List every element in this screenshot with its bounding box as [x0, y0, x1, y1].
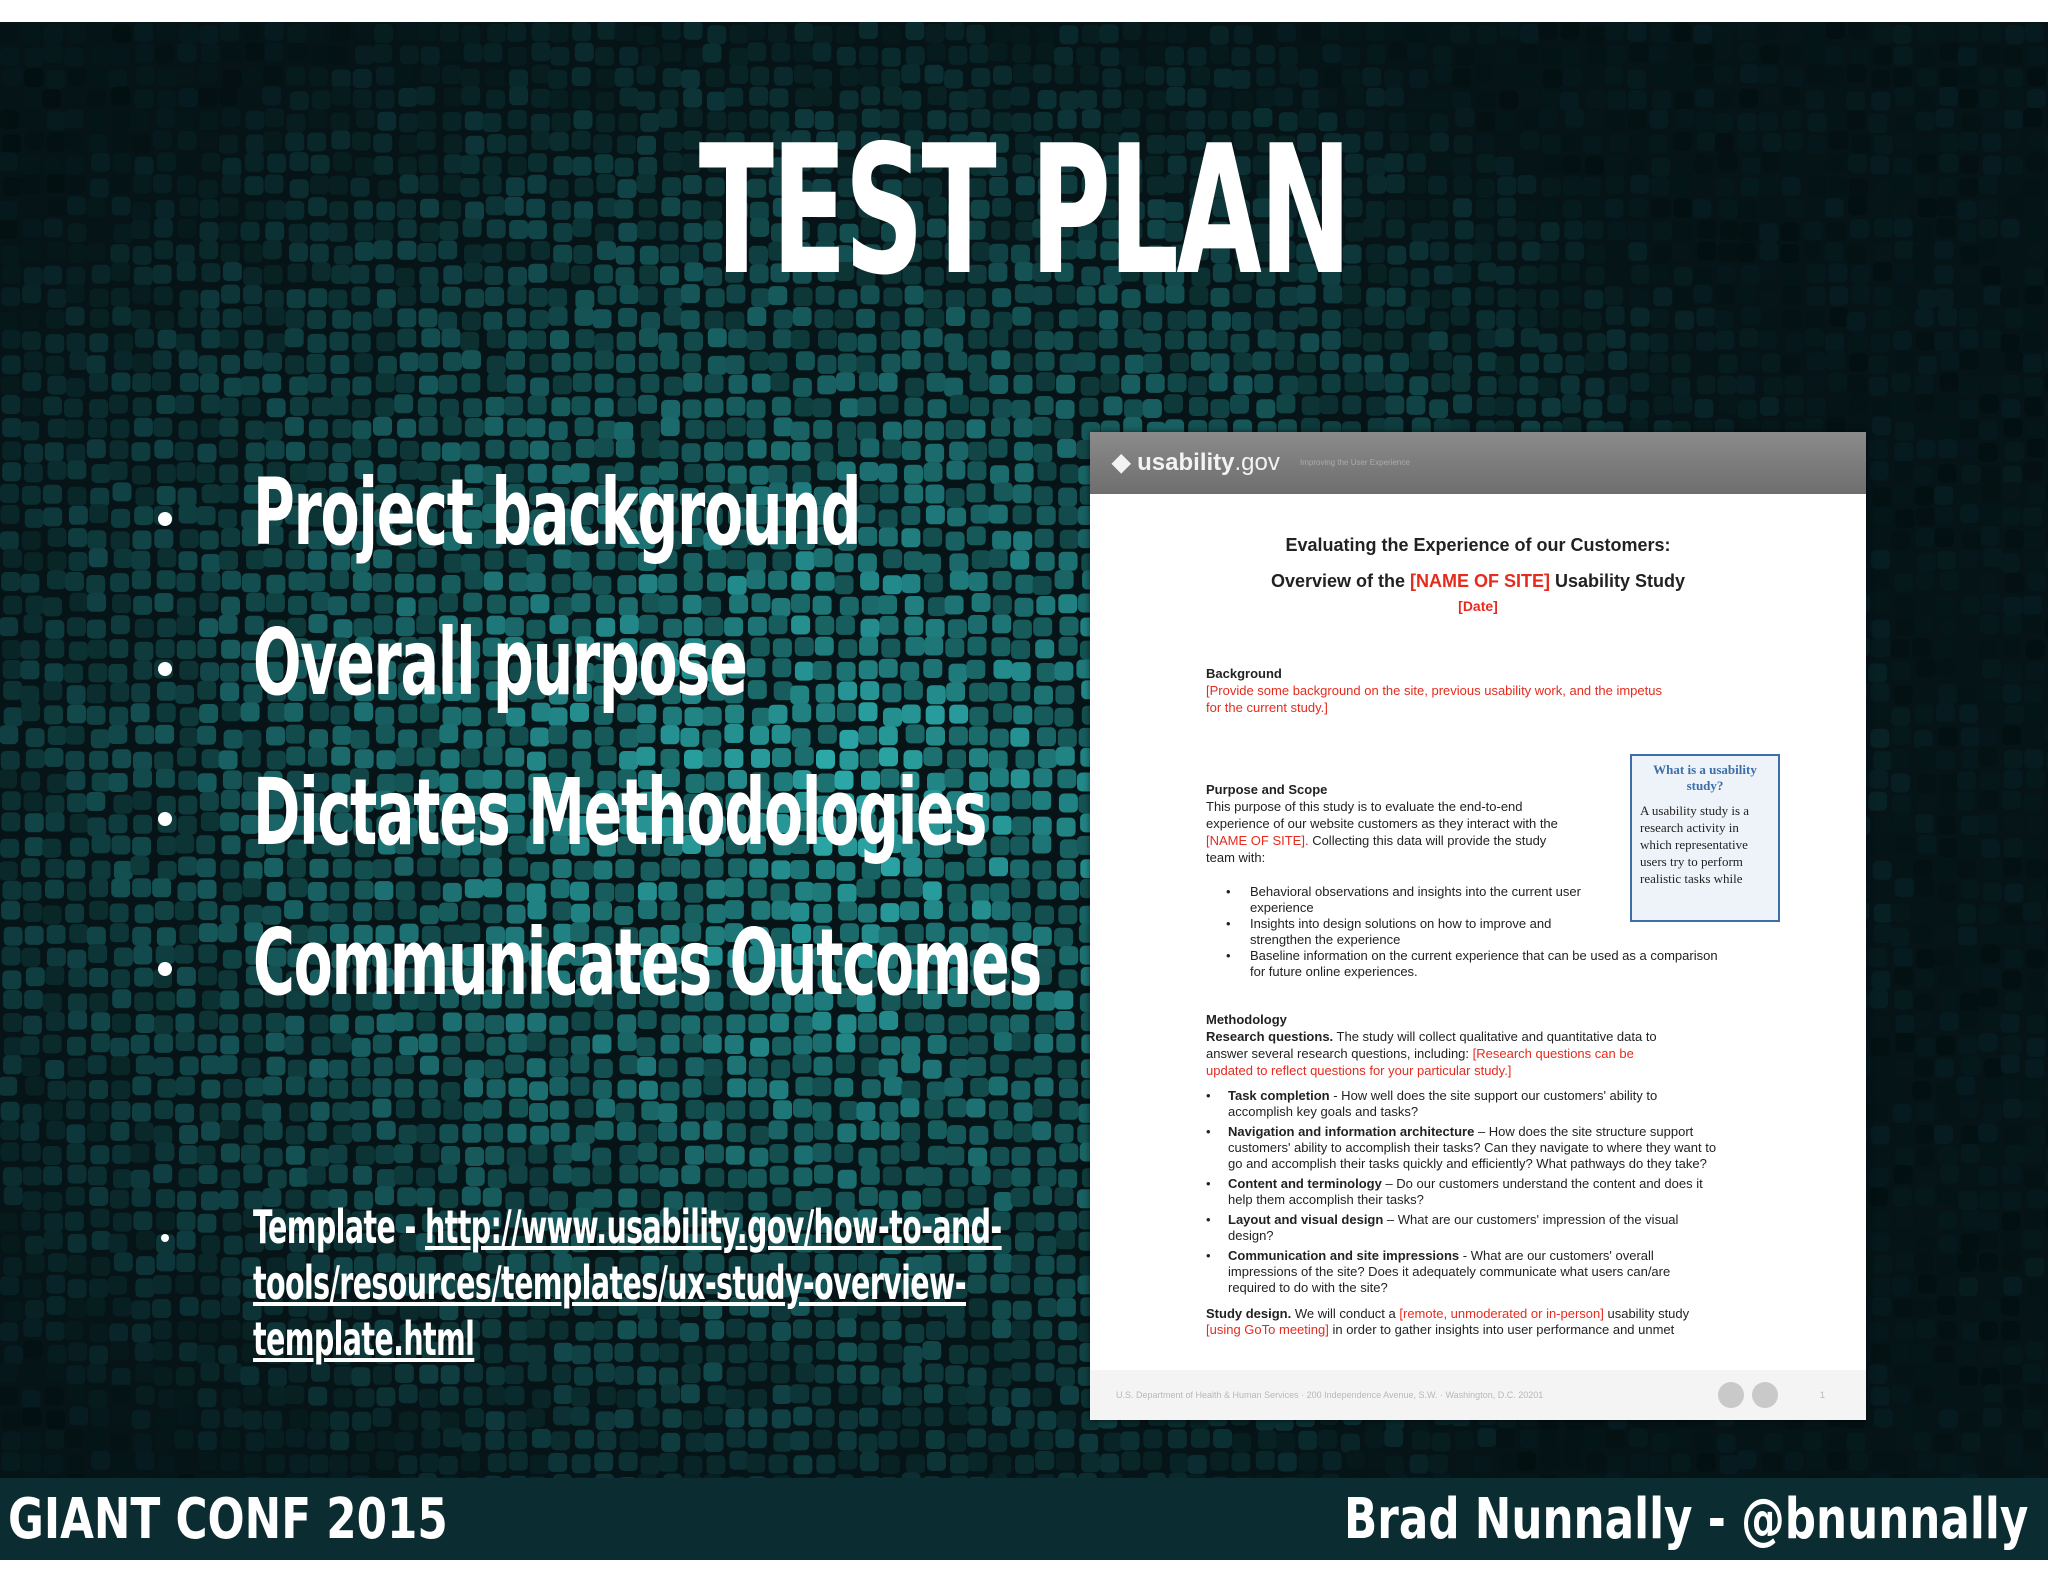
template-link[interactable]: tools/resources/templates/ux-study-overview-	[253, 1256, 966, 1310]
document-title: Evaluating the Experience of our Customers:	[1285, 535, 1671, 555]
question-label: Navigation and information architecture	[1228, 1124, 1475, 1139]
footer-address: U.S. Department of Health & Human Services · 200 Independence Avenue, S.W. · Washington, D.C. 20201	[1116, 1390, 1544, 1400]
question-item	[1228, 1176, 1703, 1192]
question-item	[1228, 1212, 1678, 1228]
subtitle-part: Usability Study	[1550, 571, 1686, 591]
methodology-heading: Methodology	[1206, 1012, 1287, 1027]
slide	[0, 22, 2048, 1560]
list-bullet: •	[1206, 1248, 1211, 1263]
template-line-1	[253, 1200, 1002, 1254]
question-text: help them accomplish their tasks?	[1228, 1192, 1424, 1207]
logo-gov-text: .gov	[1234, 449, 1280, 476]
twitter-icon	[1752, 1382, 1778, 1408]
usability-study-callout	[1630, 754, 1780, 922]
study-design-text	[1206, 1306, 1689, 1322]
list-bullet: •	[1206, 1124, 1211, 1139]
list-bullet: •	[1206, 1176, 1211, 1191]
question-item	[1228, 1088, 1657, 1104]
question-text: - What are our customers' overall	[1459, 1248, 1654, 1263]
question-text: - How well does the site support our customers' ability to	[1329, 1088, 1658, 1103]
subtitle-part: Overview of the	[1270, 571, 1410, 591]
document-thumbnail	[1090, 432, 1866, 1420]
social-icon	[1718, 1382, 1744, 1408]
site-placeholder: [NAME OF SITE].	[1206, 833, 1309, 848]
question-text: impressions of the site? Does it adequately communicate what users can/are	[1228, 1264, 1671, 1279]
template-link[interactable]: http://www.usability.gov/how-to-and-	[425, 1200, 1002, 1254]
sd-label: Study design.	[1206, 1306, 1292, 1321]
bullet-text: Communicates Outcomes	[253, 909, 1042, 1016]
list-item: Baseline information on the current experience that can be used as a comparison	[1250, 948, 1718, 963]
background-text: [Provide some background on the site, previous usability work, and the impetus	[1206, 683, 1662, 698]
template-line-3	[253, 1312, 475, 1366]
purpose-text: experience of our website customers as they interact with the	[1206, 816, 1558, 831]
conference-name: GIANT CONF 2015	[8, 1487, 448, 1552]
question-item	[1228, 1248, 1654, 1264]
sd-text: in order to gather insights into user performance and unmet	[1328, 1322, 1675, 1337]
template-line-2	[253, 1256, 966, 1310]
template-prefix: Template -	[253, 1200, 426, 1254]
document-subtitle	[1090, 570, 1866, 593]
document-footer	[1090, 1370, 1866, 1420]
bullet-text: Dictates Methodologies	[253, 759, 987, 866]
callout-heading: What is a usability study?	[1653, 762, 1757, 793]
purpose-heading: Purpose and Scope	[1206, 782, 1328, 797]
rq-placeholder: [Research questions can be	[1472, 1046, 1634, 1061]
logo-tagline: Improving the User Experience	[1300, 458, 1410, 467]
research-questions-text	[1206, 1029, 1657, 1045]
list-bullet: •	[1226, 916, 1231, 931]
bullet-dot	[158, 662, 172, 676]
purpose-text-part: Collecting this data will provide the study	[1308, 833, 1547, 848]
subtitle-placeholder: [NAME OF SITE]	[1410, 571, 1550, 591]
research-questions-text	[1206, 1046, 1634, 1062]
slide-footer	[0, 1478, 2048, 1560]
list-bullet: •	[1226, 884, 1231, 899]
rq-text: The study will collect qualitative and quantitative data to	[1333, 1029, 1657, 1044]
question-text: customers' ability to accomplish their tasks? Can they navigate to where they want to	[1228, 1140, 1717, 1155]
purpose-text: team with:	[1206, 850, 1266, 865]
bullet-dot	[158, 512, 172, 526]
sd-text: usability study	[1603, 1306, 1690, 1321]
study-design-text	[1206, 1322, 1674, 1338]
page-number: 1	[1820, 1390, 1826, 1400]
question-text: required to do with the site?	[1228, 1280, 1388, 1295]
list-bullet: •	[1226, 948, 1231, 963]
question-text: design?	[1228, 1228, 1274, 1243]
question-label: Layout and visual design	[1228, 1212, 1384, 1227]
sd-text: We will conduct a	[1291, 1306, 1400, 1321]
list-bullet: •	[1206, 1212, 1211, 1227]
list-bullet: •	[1206, 1088, 1211, 1103]
callout-body: A usability study is a research activity in which representative users try to perform realistic tasks while	[1640, 803, 1750, 886]
list-item: Behavioral observations and insights into the current user	[1250, 884, 1581, 899]
question-label: Communication and site impressions	[1228, 1248, 1460, 1263]
speaker-credit: Brad Nunnally - @bnunnally	[1343, 1487, 2028, 1552]
question-text: accomplish key goals and tasks?	[1228, 1104, 1419, 1119]
question-text: – Do our customers understand the content and does it	[1381, 1176, 1703, 1191]
purpose-text: This purpose of this study is to evaluate the end-to-end	[1206, 799, 1523, 814]
question-text: – What are our customers' impression of the visual	[1383, 1212, 1679, 1227]
document-header	[1090, 432, 1866, 494]
bullet-dot	[161, 1234, 169, 1242]
template-link[interactable]: template.html	[253, 1312, 475, 1366]
background-heading: Background	[1206, 666, 1282, 681]
list-item: Insights into design solutions on how to improve and	[1250, 916, 1552, 931]
purpose-text	[1206, 833, 1546, 849]
question-item	[1228, 1124, 1693, 1140]
logo-text: usability	[1137, 449, 1235, 476]
rq-text: answer several research questions, including:	[1206, 1046, 1473, 1061]
background-text: for the current study.]	[1206, 700, 1328, 715]
rq-label: Research questions.	[1206, 1029, 1334, 1044]
research-questions-text: updated to reflect questions for your particular study.]	[1206, 1063, 1512, 1078]
list-item: for future online experiences.	[1250, 964, 1418, 979]
bullet-dot	[158, 962, 172, 976]
question-text: go and accomplish their tasks quickly and efficiently? What pathways do they take?	[1228, 1156, 1707, 1171]
question-label: Content and terminology	[1228, 1176, 1382, 1191]
document-date: [Date]	[1458, 598, 1498, 614]
bullet-text: Project background	[253, 459, 861, 566]
diamond-icon: ◆	[1112, 449, 1131, 476]
bullet-dot	[158, 812, 172, 826]
slide-title: TEST PLAN	[698, 107, 1350, 314]
bullet-text: Overall purpose	[253, 609, 747, 716]
sd-placeholder: [using GoTo meeting]	[1206, 1322, 1329, 1337]
question-text: – How does the site structure support	[1474, 1124, 1694, 1139]
list-item: experience	[1250, 900, 1314, 915]
usability-gov-logo	[1112, 448, 1280, 477]
list-item: strengthen the experience	[1250, 932, 1401, 947]
question-label: Task completion	[1228, 1088, 1330, 1103]
sd-placeholder: [remote, unmoderated or in-person]	[1399, 1306, 1604, 1321]
